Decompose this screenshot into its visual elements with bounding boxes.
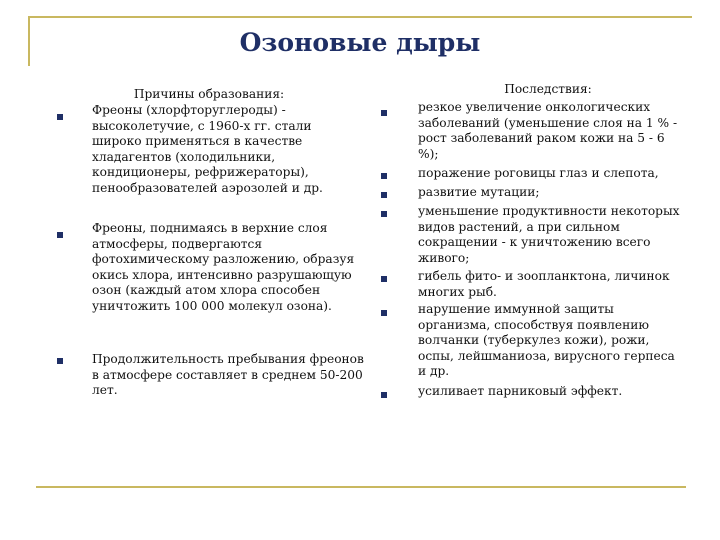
- cause-item-3: Продолжительность пребывания фреонов в атмосфере составляет в среднем 50-200 лет.: [92, 352, 364, 398]
- bullet-icon: [381, 392, 387, 398]
- bullet-icon: [381, 110, 387, 116]
- consequence-item-6: нарушение иммунной защиты организма, способствуя появлению волчанки (туберкулез кожи), рожи, оспы, лейшманиоза, вирусного герпеса и др.: [418, 302, 675, 379]
- frame-top-line: [28, 16, 692, 18]
- cause-item-1: Фреоны (хлорфторуглероды) - высоколетучие, с 1960-х гг. стали широко применяться в качестве хладагентов (холодильники, кондиционеры, рефрижераторы), пенообразователей аэрозолей и др.: [92, 103, 323, 195]
- bullet-icon: [57, 358, 63, 364]
- bullet-icon: [381, 173, 387, 179]
- consequences-heading: Последствия:: [504, 82, 592, 96]
- consequence-item-1: резкое увеличение онкологических заболеваний (уменьшение слоя на 1 % - рост заболеваний раком кожи на 5 - 6 %);: [418, 100, 678, 161]
- bullet-icon: [57, 232, 63, 238]
- causes-heading: Причины образования:: [133, 87, 285, 101]
- frame-bottom-line: [36, 486, 686, 488]
- bullet-icon: [381, 211, 387, 217]
- bullet-icon: [57, 114, 63, 120]
- consequence-item-3: развитие мутации;: [418, 185, 540, 199]
- cause-item-2: Фреоны, поднимаясь в верхние слоя атмосферы, подвергаются фотохимическому разложению, образуя окись хлора, интенсивно разрушающую озон (каждый атом хлора способен уничтожить 100 000 молекул озона).: [92, 221, 355, 313]
- consequence-item-4: уменьшение продуктивности некоторых видов растений, а при сильном сокращении - к уничтожению всего живого;: [418, 204, 680, 265]
- bullet-icon: [381, 276, 387, 282]
- consequence-item-2: поражение роговицы глаз и слепота,: [418, 166, 659, 180]
- consequence-item-5: гибель фито- и зоопланктона, личинок многих рыб.: [418, 269, 670, 299]
- bullet-icon: [381, 310, 387, 316]
- consequence-item-7: усиливает парниковый эффект.: [418, 384, 623, 398]
- bullet-icon: [381, 192, 387, 198]
- slide-title: Озоновые дыры: [239, 28, 481, 57]
